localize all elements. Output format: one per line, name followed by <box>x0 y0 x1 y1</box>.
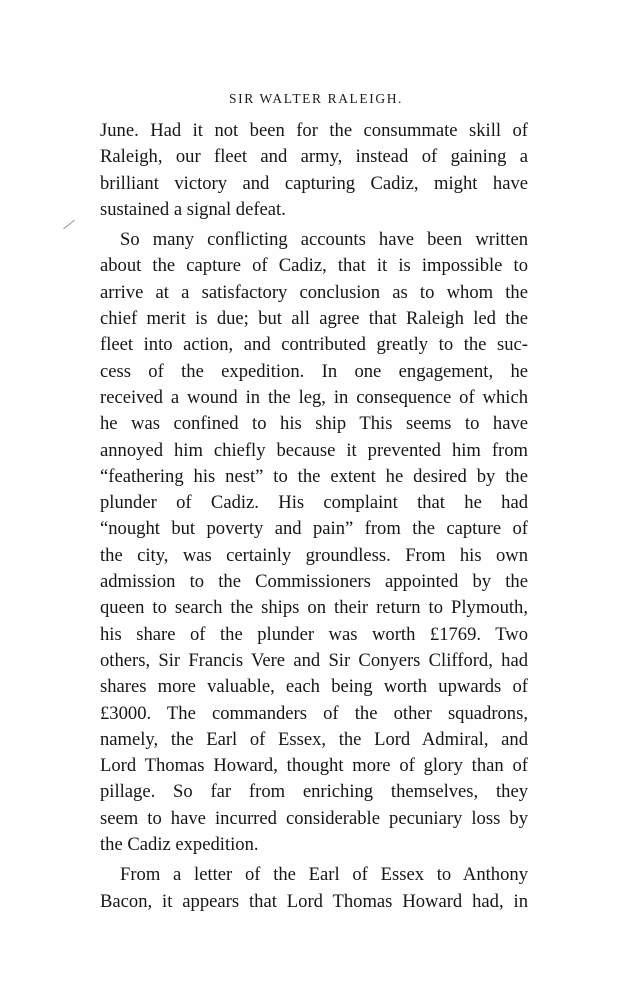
text-line: So many conflicting accounts have been written <box>120 229 528 251</box>
text-line: his share of the plunder was worth £1769. Two <box>100 623 528 645</box>
text-line: queen to search the ships on their return to Plymouth, <box>100 597 528 619</box>
text-line: From a letter of the Earl of Essex to Anthony <box>120 864 528 886</box>
text-line: sustained a signal defeat. <box>100 198 286 220</box>
text-line: he was confined to his ship This seems to have <box>100 413 528 435</box>
text-line: arrive at a satisfactory conclusion as to whom the <box>100 281 528 303</box>
text-line: received a wound in the leg, in consequence of which <box>100 386 528 408</box>
text-line: the city, was certainly groundless. From his own <box>100 544 528 566</box>
text-line: annoyed him chiefly because it prevented him from <box>100 439 528 461</box>
text-line: brilliant victory and capturing Cadiz, might have <box>100 172 528 194</box>
text-line: cess of the expedition. In one engagement, he <box>100 360 528 382</box>
text-line: June. Had it not been for the consummate skill of <box>100 120 528 141</box>
running-head: SIR WALTER RALEIGH. <box>228 91 404 106</box>
text-line: £3000. The commanders of the other squadrons, <box>100 702 528 724</box>
text-line: Raleigh, our fleet and army, instead of gaining a <box>100 146 528 168</box>
text-line: about the capture of Cadiz, that it is impossible to <box>100 255 528 277</box>
text-line: chief merit is due; but all agree that Raleigh led the <box>100 308 528 330</box>
text-line: shares more valuable, each being worth upwards of <box>100 676 528 698</box>
text-line: the Cadiz expedition. <box>100 834 259 856</box>
text-line: seem to have incurred considerable pecuniary loss by <box>100 807 528 829</box>
body-text <box>100 118 528 915</box>
text-line: “feathering his nest” to the extent he desired by the <box>100 465 528 487</box>
text-line: Lord Thomas Howard, thought more of glory than of <box>100 755 528 777</box>
text-line: others, Sir Francis Vere and Sir Conyers Clifford, had <box>100 649 528 671</box>
margin-pencil-mark <box>63 220 75 229</box>
text-line: fleet into action, and contributed greatly to the suc- <box>100 334 528 356</box>
text-line: namely, the Earl of Essex, the Lord Admiral, and <box>100 728 528 750</box>
text-line: “nought but poverty and pain” from the capture of <box>100 518 528 540</box>
text-line: admission to the Commissioners appointed by the <box>100 571 528 593</box>
text-line: Bacon, it appears that Lord Thomas Howard had, in <box>100 890 528 912</box>
text-line: pillage. So far from enriching themselves, they <box>100 781 528 803</box>
text-line: plunder of Cadiz. His complaint that he had <box>100 492 528 514</box>
